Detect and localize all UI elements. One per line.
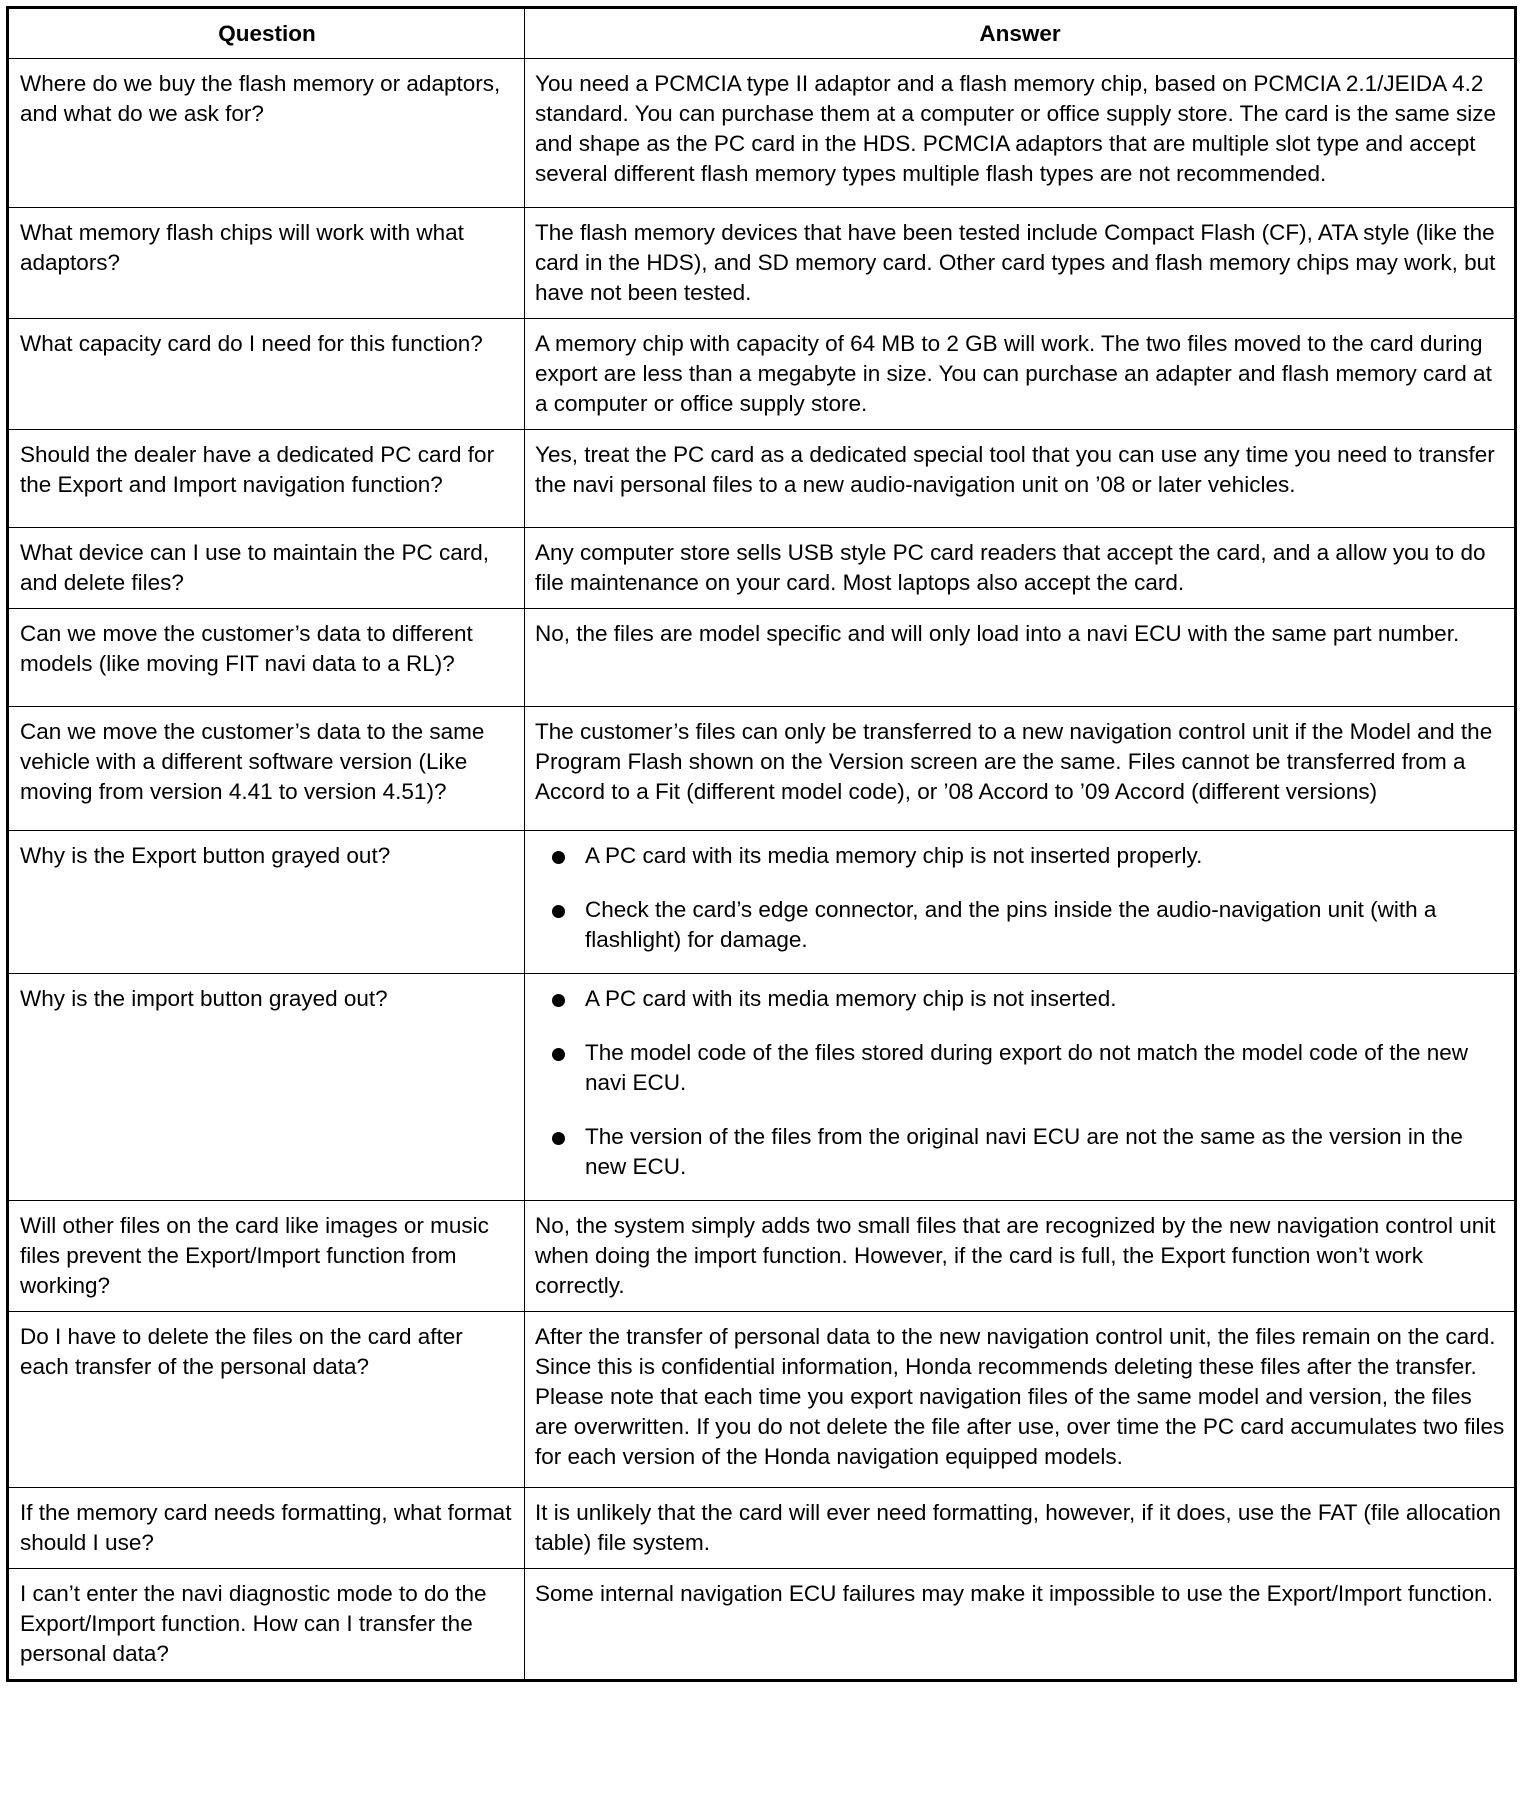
bullet-text: A PC card with its media memory chip is not inserted. <box>585 986 1117 1011</box>
table-row <box>8 319 1516 430</box>
bullet-item <box>535 1122 1506 1182</box>
table-row <box>8 1569 1516 1681</box>
answer-cell <box>525 831 1516 974</box>
bullet-item <box>535 895 1506 955</box>
table-row <box>8 208 1516 319</box>
answer-bullet-list <box>535 841 1506 955</box>
answer-cell: Yes, treat the PC card as a dedicated special tool that you can use any time you need to transfer the navi personal files to a new audio-navigation unit on ’08 or later vehicles. <box>525 430 1516 528</box>
question-cell: Why is the Export button grayed out? <box>8 831 525 974</box>
bullet-dot-icon <box>552 1048 565 1061</box>
bullet-text: The version of the files from the original navi ECU are not the same as the version in the new ECU. <box>585 1124 1463 1179</box>
bullet-text: A PC card with its media memory chip is not inserted properly. <box>585 843 1203 868</box>
answer-cell: You need a PCMCIA type II adaptor and a flash memory chip, based on PCMCIA 2.1/JEIDA 4.2 standard. You can purchase them at a computer or office supply store. The card is the same size and shape as the PC card in the HDS. PCMCIA adaptors that are multiple slot type and accept several different flash memory types multiple flash types are not recommended. <box>525 59 1516 208</box>
table-row <box>8 1488 1516 1569</box>
answer-cell: No, the system simply adds two small files that are recognized by the new navigation control unit when doing the import function. However, if the card is full, the Export function won’t work correctly. <box>525 1201 1516 1312</box>
question-cell: What device can I use to maintain the PC card, and delete files? <box>8 528 525 609</box>
question-cell: Do I have to delete the files on the card after each transfer of the personal data? <box>8 1312 525 1488</box>
table-row <box>8 609 1516 707</box>
answer-cell: After the transfer of personal data to the new navigation control unit, the files remain on the card. Since this is confidential information, Honda recommends deleting these files after the transfer. Please note that each time you export navigation files of the same model and version, the files are overwritten. If you do not delete the file after use, over time the PC card accumulates two files for each version of the Honda navigation equipped models. <box>525 1312 1516 1488</box>
bullet-text: Check the card’s edge connector, and the pins inside the audio-navigation unit (with a flashlight) for damage. <box>585 897 1437 952</box>
question-cell: Can we move the customer’s data to different models (like moving FIT navi data to a RL)? <box>8 609 525 707</box>
answer-cell: The customer’s files can only be transferred to a new navigation control unit if the Model and the Program Flash shown on the Version screen are the same. Files cannot be transferred from a Accord to a Fit (different model code), or ’08 Accord to ’09 Accord (different versions) <box>525 707 1516 831</box>
answer-cell: No, the files are model specific and will only load into a navi ECU with the same part number. <box>525 609 1516 707</box>
question-cell: What capacity card do I need for this function? <box>8 319 525 430</box>
bullet-item <box>535 841 1506 871</box>
question-cell: Will other files on the card like images or music files prevent the Export/Import function from working? <box>8 1201 525 1312</box>
question-cell: Where do we buy the flash memory or adaptors, and what do we ask for? <box>8 59 525 208</box>
answer-cell: Any computer store sells USB style PC card readers that accept the card, and a allow you to do file maintenance on your card. Most laptops also accept the card. <box>525 528 1516 609</box>
table-row <box>8 59 1516 208</box>
header-row <box>8 8 1516 59</box>
answer-cell: A memory chip with capacity of 64 MB to 2 GB will work. The two files moved to the card during export are less than a megabyte in size. You can purchase an adapter and flash memory card at a computer or office supply store. <box>525 319 1516 430</box>
question-cell: Why is the import button grayed out? <box>8 974 525 1201</box>
answer-header: Answer <box>525 8 1516 59</box>
table-row <box>8 974 1516 1201</box>
faq-table <box>6 6 1517 1682</box>
bullet-dot-icon <box>552 905 565 918</box>
answer-cell: The flash memory devices that have been tested include Compact Flash (CF), ATA style (like the card in the HDS), and SD memory card. Other card types and flash memory chips may work, but have not been tested. <box>525 208 1516 319</box>
bullet-dot-icon <box>552 994 565 1007</box>
answer-bullet-list <box>535 984 1506 1182</box>
question-cell: If the memory card needs formatting, what format should I use? <box>8 1488 525 1569</box>
question-cell: Should the dealer have a dedicated PC card for the Export and Import navigation function? <box>8 430 525 528</box>
bullet-text: The model code of the files stored during export do not match the model code of the new navi ECU. <box>585 1040 1469 1095</box>
question-cell: What memory flash chips will work with what adaptors? <box>8 208 525 319</box>
bullet-item <box>535 984 1506 1014</box>
bullet-item <box>535 1038 1506 1098</box>
table-row <box>8 1201 1516 1312</box>
faq-body <box>8 59 1516 1681</box>
bullet-dot-icon <box>552 851 565 864</box>
answer-cell: It is unlikely that the card will ever need formatting, however, if it does, use the FAT (file allocation table) file system. <box>525 1488 1516 1569</box>
table-row <box>8 430 1516 528</box>
question-header: Question <box>8 8 525 59</box>
answer-cell: Some internal navigation ECU failures may make it impossible to use the Export/Import function. <box>525 1569 1516 1681</box>
table-row <box>8 831 1516 974</box>
table-row <box>8 1312 1516 1488</box>
table-row <box>8 528 1516 609</box>
question-cell: Can we move the customer’s data to the same vehicle with a different software version (Like moving from version 4.41 to version 4.51)? <box>8 707 525 831</box>
bullet-dot-icon <box>552 1132 565 1145</box>
table-row <box>8 707 1516 831</box>
question-cell: I can’t enter the navi diagnostic mode to do the Export/Import function. How can I transfer the personal data? <box>8 1569 525 1681</box>
answer-cell <box>525 974 1516 1201</box>
